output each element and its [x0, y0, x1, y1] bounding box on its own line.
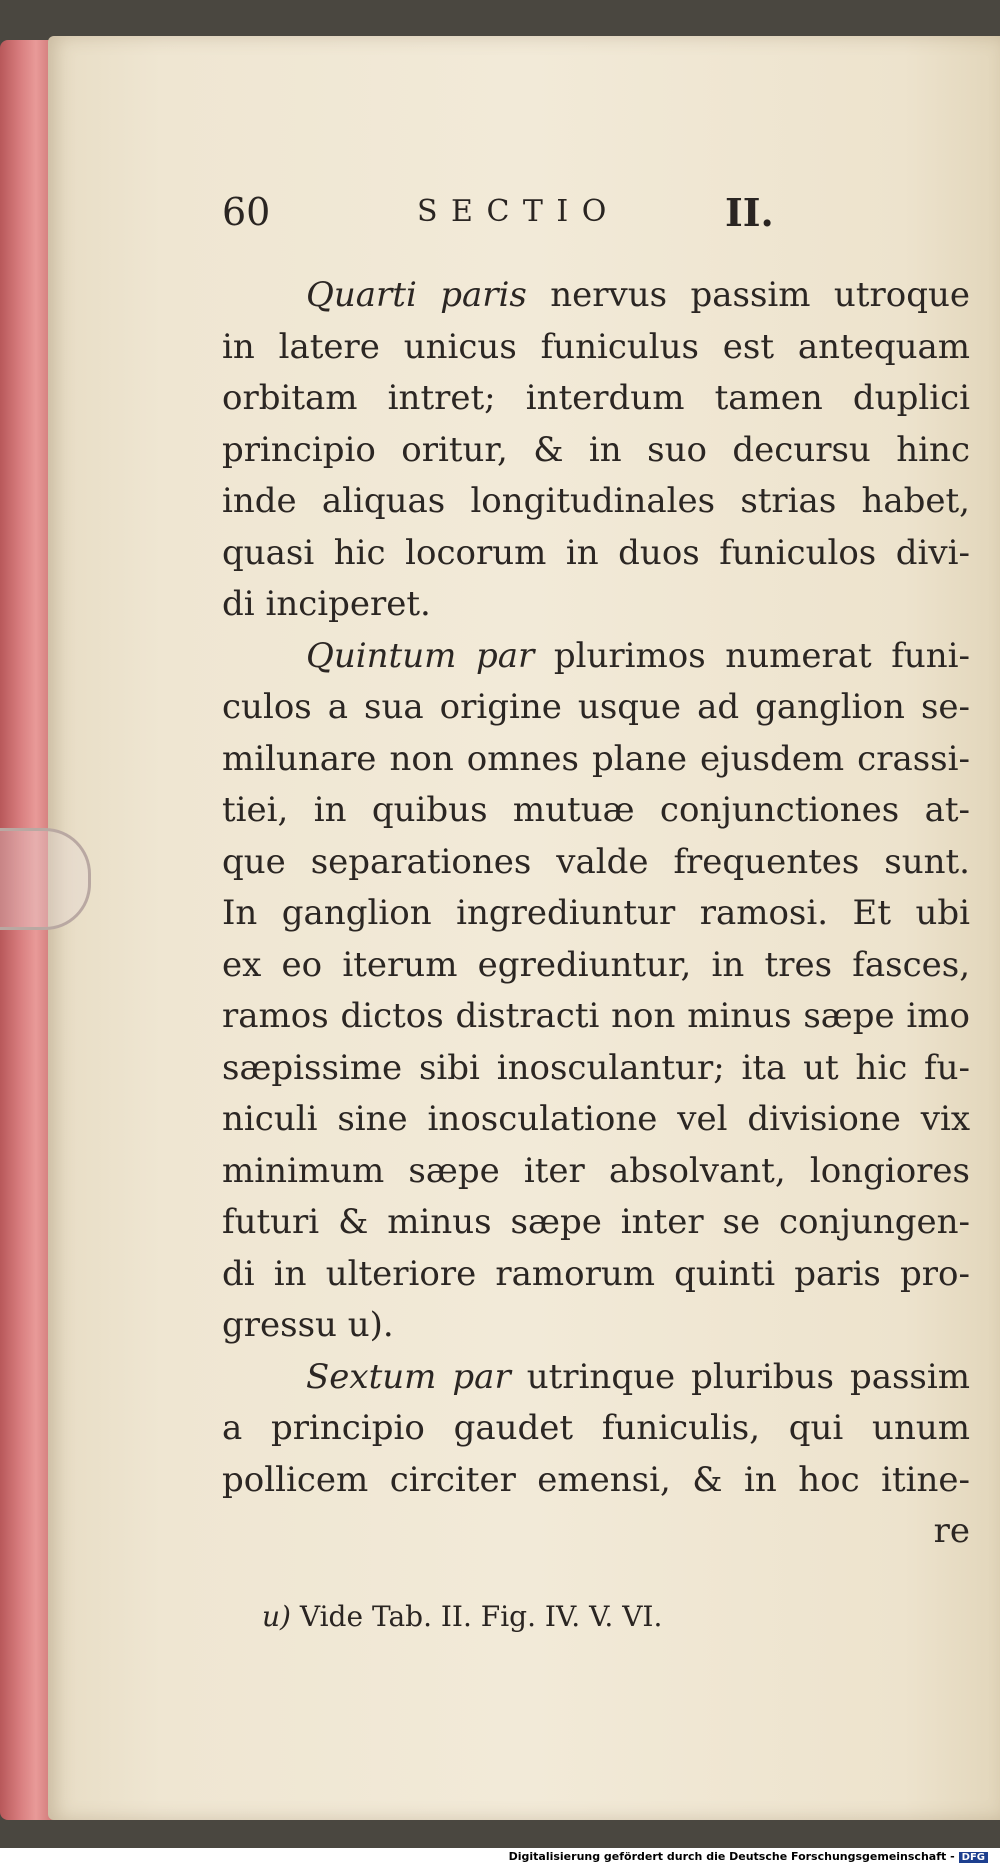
- text-line: [222, 1403, 970, 1455]
- text-line: [222, 1094, 970, 1146]
- line-text: In ganglion ingrediuntur ramosi. Et ubi: [222, 893, 970, 933]
- line-text: niculi sine inosculatione vel divisione vix: [222, 1099, 970, 1139]
- text-line: [222, 270, 970, 322]
- line-text: futuri & minus sæpe inter se conjungen-: [222, 1202, 970, 1242]
- page-number: 60: [222, 190, 271, 234]
- line-text: di in ulteriore ramorum quinti paris pro-: [222, 1253, 970, 1294]
- line-text: principio oritur, & in suo decursu hinc: [222, 429, 970, 470]
- footnote-mark: u): [262, 1600, 291, 1633]
- text-line: [222, 631, 970, 683]
- line-text: quasi hic locorum in duos funiculos divi-: [222, 532, 970, 573]
- line-text: di inciperet.: [222, 584, 431, 624]
- line-text: sæpissime sibi inosculantur; ita ut hic fu-: [222, 1047, 970, 1088]
- line-text: minimum sæpe iter absolvant, longiores: [222, 1150, 970, 1191]
- dfg-logo: DFG: [959, 1852, 988, 1863]
- text-line: [222, 682, 970, 734]
- line-text: pollicem circiter emensi, & in hoc itine-: [222, 1459, 970, 1500]
- text-line: [222, 734, 970, 786]
- line-text: tiei, in quibus mutuæ conjunctiones at-: [222, 790, 970, 830]
- text-line: [222, 1197, 970, 1249]
- text-line: [222, 476, 970, 528]
- line-text: inde aliquas longitudinales strias habet,: [222, 481, 970, 521]
- italic-term: Quintum par: [306, 635, 535, 676]
- line-text: ex eo iterum egrediuntur, in tres fasces,: [222, 944, 970, 985]
- line-text: milunare non omnes plane ejusdem crassi-: [222, 738, 970, 779]
- line-text: in latere unicus funiculus est antequam: [222, 326, 970, 367]
- line-text: utrinque pluribus passim: [510, 1356, 970, 1397]
- catchword: re: [933, 1511, 970, 1551]
- page-clip: [0, 828, 91, 930]
- line-text: culos a sua origine usque ad ganglion se-: [222, 687, 970, 727]
- text-line: [222, 785, 970, 837]
- text-line: [222, 940, 970, 992]
- line-text: orbitam intret; interdum tamen duplici: [222, 378, 970, 418]
- text-line: [222, 322, 970, 374]
- footnote: [262, 1600, 662, 1633]
- text-line: [222, 837, 970, 889]
- text-line: [222, 1352, 970, 1404]
- italic-term: Quarti paris: [306, 275, 527, 315]
- text-line: [222, 373, 970, 425]
- line-text: a principio gaudet funiculis, qui unum: [222, 1408, 970, 1448]
- digitization-credit: [509, 1850, 988, 1863]
- text-line: [222, 1146, 970, 1198]
- italic-term: Sextum par: [306, 1356, 511, 1397]
- line-text: que separationes valde frequentes sunt.: [222, 841, 970, 882]
- running-header: [222, 190, 842, 240]
- text-line: [222, 1455, 970, 1507]
- line-text: plurimos numerat funi-: [534, 635, 970, 676]
- section-numeral: II.: [725, 190, 774, 235]
- section-title: SECTIO: [417, 194, 620, 229]
- text-line: [222, 579, 970, 631]
- text-line: [222, 1300, 970, 1352]
- text-line: [222, 1249, 970, 1301]
- text-line: [222, 528, 970, 580]
- credit-text: Digitalisierung gefördert durch die Deutsche Forschungsgemeinschaft -: [508, 1850, 955, 1863]
- text-line: [222, 991, 970, 1043]
- line-text: gressu u).: [222, 1305, 394, 1345]
- text-line: [222, 1043, 970, 1095]
- footnote-text: Vide Tab. II. Fig. IV. V. VI.: [290, 1600, 663, 1633]
- text-line: [222, 888, 970, 940]
- text-line: [222, 425, 970, 477]
- line-text: ramos dictos distracti non minus sæpe imo: [222, 996, 970, 1036]
- body-text: [222, 270, 970, 1558]
- line-text: nervus passim utroque: [526, 275, 970, 315]
